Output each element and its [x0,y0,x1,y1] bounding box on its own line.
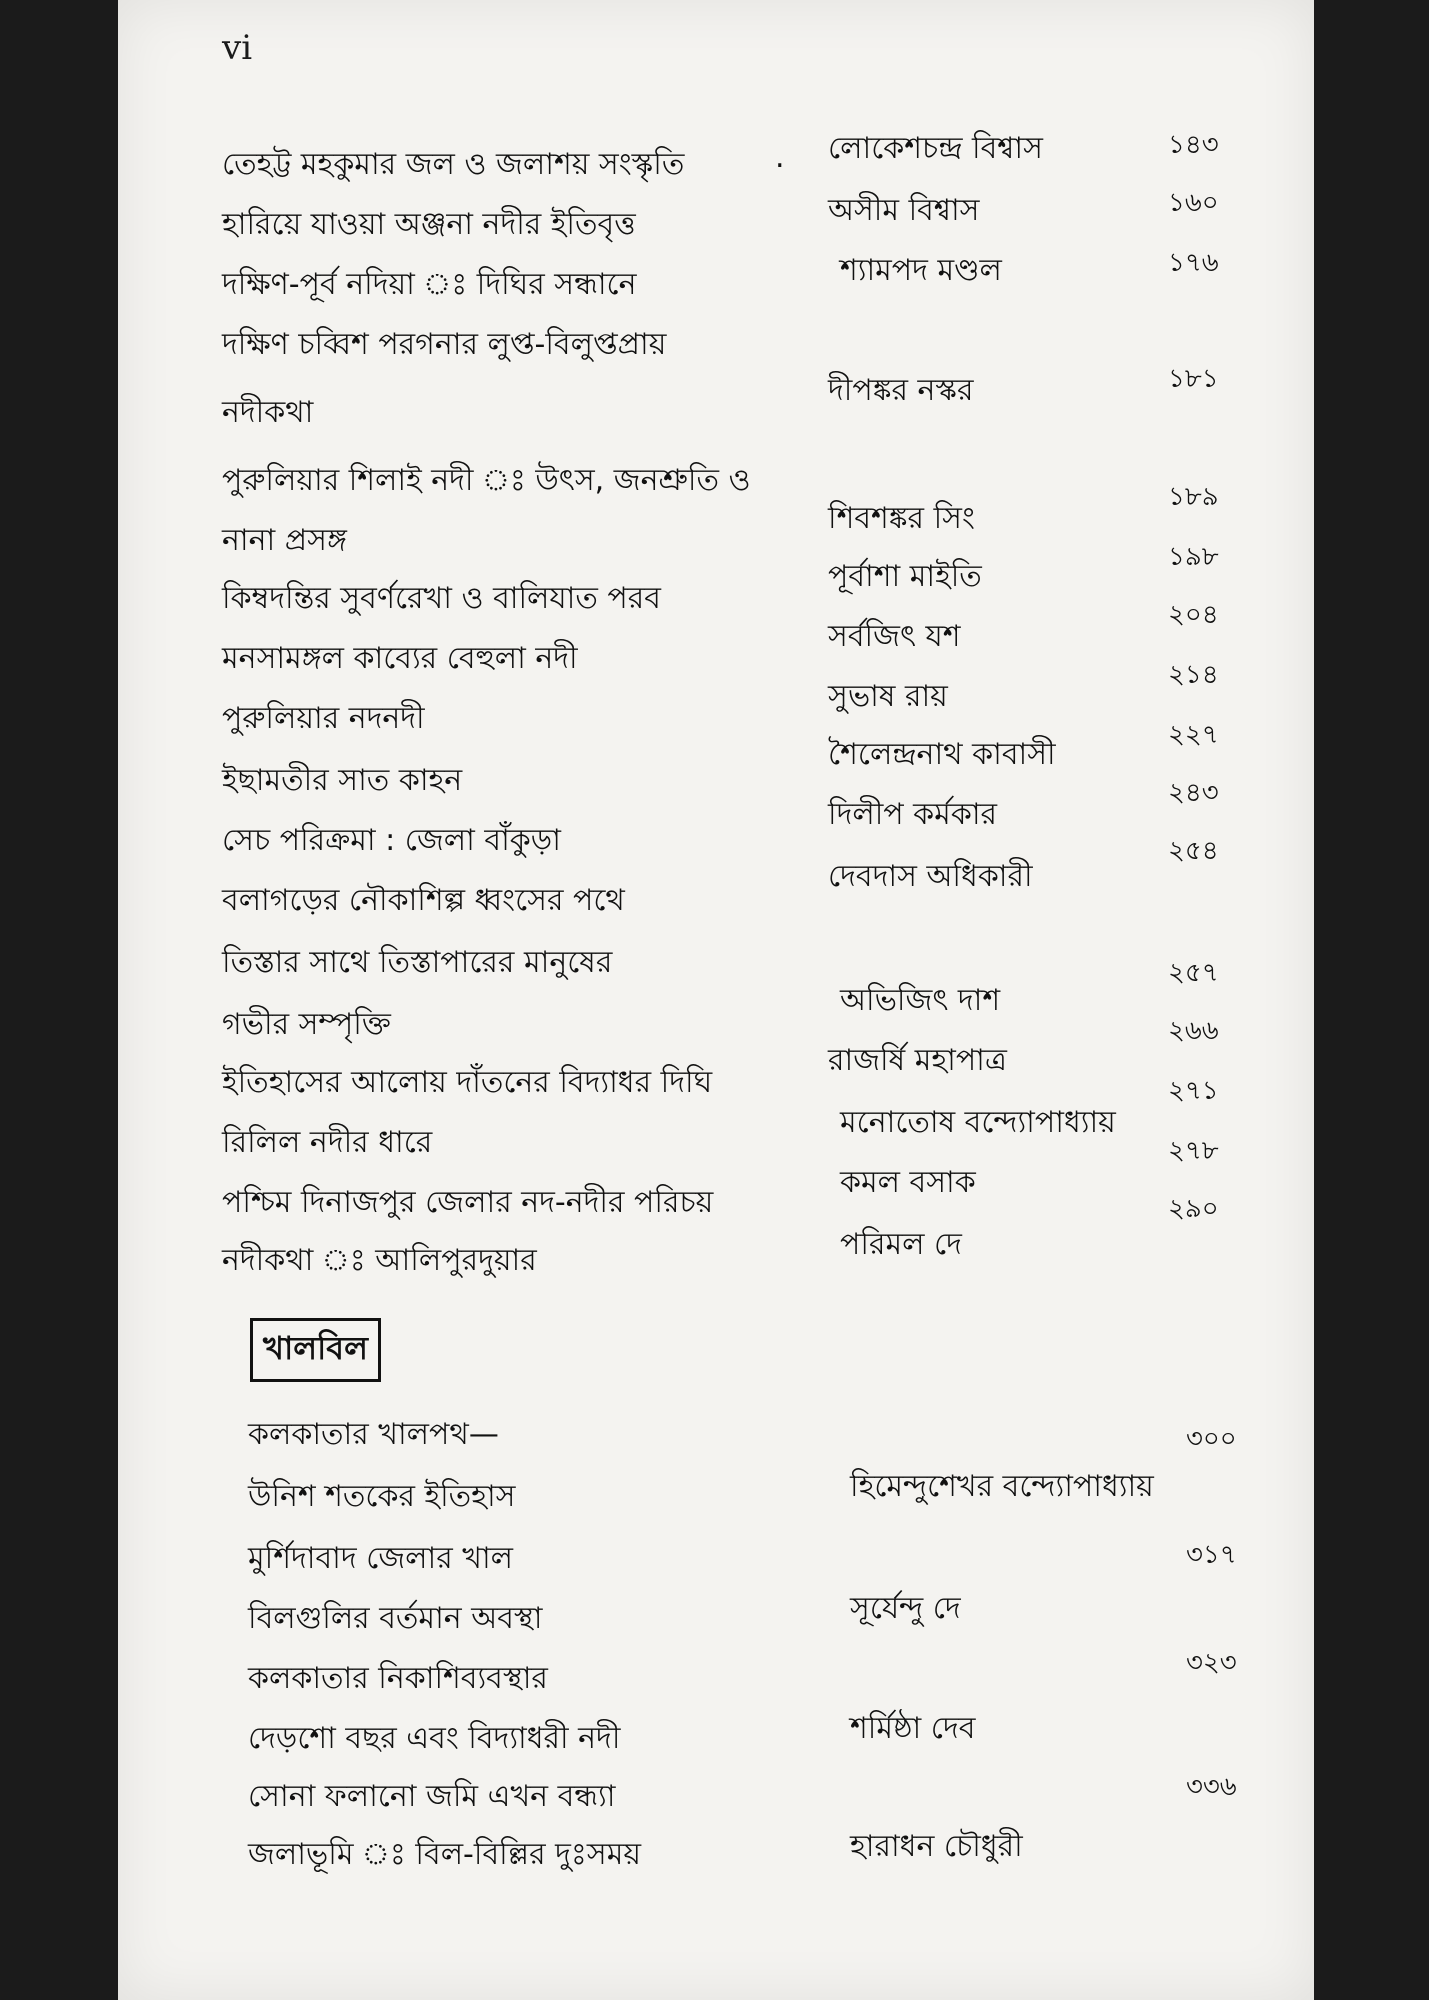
toc-title: নদীকথা [222,395,314,430]
toc-author: পূর্বাশা মাইতি [828,559,982,594]
toc-author: হিমেন্দুশেখর বন্দ্যোপাধ্যায় [850,1469,1154,1504]
toc-title: পুরুলিয়ার শিলাই নদী ঃ উৎস, জনশ্রুতি ও [222,463,751,498]
toc-title: দক্ষিণ-পূর্ব নদিয়া ঃ দিঘির সন্ধানে [222,267,637,302]
toc-title: নদীকথা ঃ আলিপুরদুয়ার [222,1243,537,1278]
toc-page: ২৪৩ [1168,778,1219,808]
toc-title: কিম্বদন্তির সুবর্ণরেখা ও বালিযাত পরব [222,581,661,616]
toc-page: ২০৪ [1168,600,1219,630]
toc-title: পশ্চিম দিনাজপুর জেলার নদ-নদীর পরিচয় [222,1185,714,1220]
toc-page: ১৮৯ [1168,482,1219,512]
toc-title: মনসামঙ্গল কাব্যের বেহুলা নদী [222,641,578,676]
toc-title: তিস্তার সাথে তিস্তাপারের মানুষের [222,945,613,980]
stray-dot: . [775,140,785,175]
toc-author: অভিজিৎ দাশ [840,983,1001,1018]
toc-page: ৩০০ [1186,1424,1237,1454]
toc-page: ৩৩৬ [1186,1772,1237,1802]
toc-page: ২৬৬ [1168,1016,1219,1046]
toc-title: জলাভূমি ঃ বিল-বিল্লির দুঃসময় [248,1837,642,1872]
toc-page: ২২৭ [1168,720,1219,750]
toc-title: সোনা ফলানো জমি এখন বন্ধ্যা [248,1779,616,1814]
toc-author: সর্বজিৎ যশ [828,619,961,654]
toc-title: মুর্শিদাবাদ জেলার খাল [248,1541,514,1576]
toc-title: রিলিল নদীর ধারে [222,1125,433,1160]
section-heading: খালবিল [250,1318,381,1382]
toc-page: ২৯০ [1168,1194,1219,1224]
toc-author: কমল বসাক [840,1165,976,1200]
toc-author: মনোতোষ বন্দ্যোপাধ্যায় [840,1105,1116,1140]
toc-page: ১৬০ [1168,188,1219,218]
toc-page: ২৭১ [1168,1076,1219,1106]
toc-page: ১৭৬ [1168,248,1219,278]
toc-author: হারাধন চৌধুরী [850,1829,1023,1864]
toc-title: কলকাতার খালপথ— [248,1417,499,1452]
toc-page: ২৫৪ [1168,836,1219,866]
toc-title: দেড়শো বছর এবং বিদ্যাধরী নদী [248,1721,621,1756]
toc-author: শ্যামপদ মণ্ডল [840,253,1002,288]
toc-author: সূর্যেন্দু দে [850,1591,961,1626]
toc-author: দীপঙ্কর নস্কর [828,373,974,408]
toc-page: ২১৪ [1168,660,1219,690]
toc-page: ১৪৩ [1168,130,1219,160]
toc-page: ১৮১ [1168,364,1219,394]
toc-page: ৩১৭ [1186,1540,1237,1570]
toc-title: গভীর সম্পৃক্তি [222,1007,391,1042]
toc-title: কলকাতার নিকাশিব্যবস্থার [248,1661,548,1696]
toc-author: শর্মিষ্ঠা দেব [850,1711,976,1746]
toc-title: উনিশ শতকের ইতিহাস [248,1479,516,1514]
toc-author: শৈলেন্দ্রনাথ কাবাসী [828,737,1056,772]
toc-page: ১৯৮ [1168,542,1219,572]
toc-author: সুভাষ রায় [828,679,948,714]
page-number: vi [222,28,253,68]
toc-title: সেচ পরিক্রমা : জেলা বাঁকুড়া [222,823,561,858]
toc-title: বলাগড়ের নৌকাশিল্প ধ্বংসের পথে [222,883,625,918]
toc-author: দিলীপ কর্মকার [828,797,998,832]
toc-title: তেহট্ট মহকুমার জল ও জলাশয় সংস্কৃতি [222,147,685,182]
toc-title: বিলগুলির বর্তমান অবস্থা [248,1601,543,1636]
toc-author: শিবশঙ্কর সিং [828,501,975,536]
toc-title: ইছামতীর সাত কাহন [222,763,463,798]
toc-page: ৩২৩ [1186,1648,1237,1678]
toc-page: ২৫৭ [1168,958,1219,988]
toc-author: পরিমল দে [840,1227,962,1262]
toc-title: দক্ষিণ চব্বিশ পরগনার লুপ্ত-বিলুপ্তপ্রায় [222,327,667,362]
toc-page: ২৭৮ [1168,1136,1219,1166]
toc-author: দেবদাস অধিকারী [828,859,1033,894]
toc-title: পুরুলিয়ার নদনদী [222,701,425,736]
toc-title: ইতিহাসের আলোয় দাঁতনের বিদ্যাধর দিঘি [222,1065,713,1100]
toc-title: হারিয়ে যাওয়া অঞ্জনা নদীর ইতিবৃত্ত [222,207,636,242]
toc-title: নানা প্রসঙ্গ [222,523,347,558]
toc-author: লোকেশচন্দ্র বিশ্বাস [828,131,1043,166]
toc-author: অসীম বিশ্বাস [828,193,980,228]
toc-author: রাজর্ষি মহাপাত্র [828,1043,1007,1078]
